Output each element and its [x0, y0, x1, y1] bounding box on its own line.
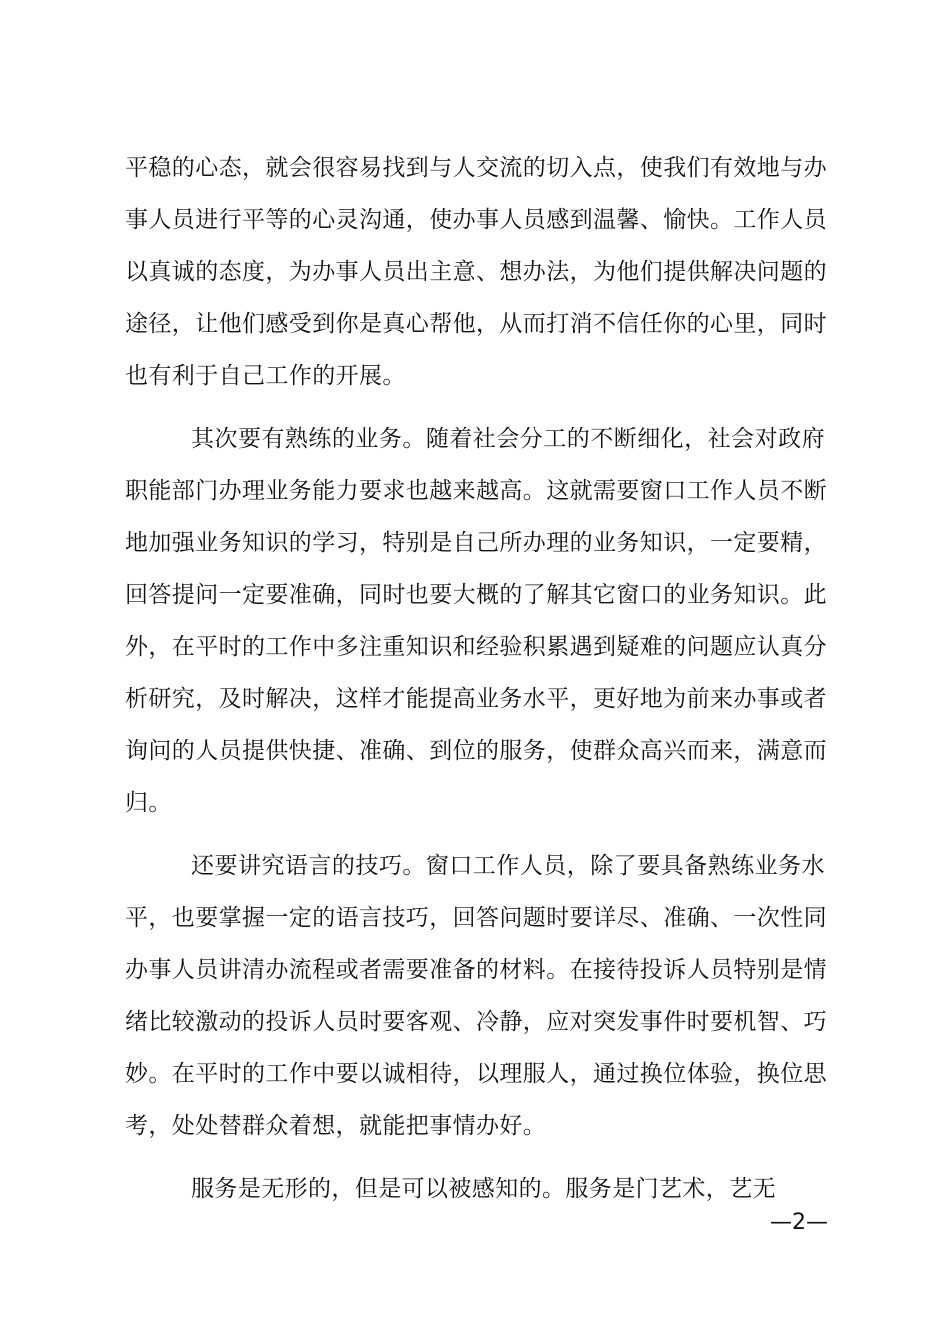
- text-line: 服务是无形的，但是可以被感知的。服务是门艺术，艺无: [191, 1176, 776, 1202]
- text-line: 事人员进行平等的心灵沟通，使办事人员感到温馨、愉快。工作人员: [125, 207, 827, 233]
- page-number: —2—: [770, 1210, 828, 1235]
- paragraph: [125, 142, 825, 402]
- text-line: 平，也要掌握一定的语言技巧，回答问题时要详尽、准确、一次性同: [125, 905, 827, 931]
- text-line: 以真诚的态度，为办事人员出主意、想办法，为他们提供解决问题的: [125, 259, 827, 285]
- paragraph: [125, 413, 825, 829]
- text-line: 归。: [125, 790, 172, 816]
- text-line: 外，在平时的工作中多注重知识和经验积累遇到疑难的问题应认真分: [125, 634, 827, 660]
- text-line: 途径，让他们感受到你是真心帮他，从而打消不信任你的心里，同时: [125, 311, 827, 337]
- text-line: 职能部门办理业务能力要求也越来越高。这就需要窗口工作人员不断: [125, 478, 827, 504]
- text-line: 绪比较激动的投诉人员时要客观、冷静，应对突发事件时要机智、巧: [125, 1009, 827, 1035]
- text-line: 妙。在平时的工作中要以诚相待，以理服人，通过换位体验，换位思: [125, 1061, 827, 1087]
- paragraph: [125, 840, 825, 1152]
- text-line: 也有利于自己工作的开展。: [125, 363, 406, 389]
- text-line: 平稳的心态，就会很容易找到与人交流的切入点，使我们有效地与办: [125, 155, 827, 181]
- text-line: 回答提问一定要准确，同时也要大概的了解其它窗口的业务知识。此: [125, 582, 827, 608]
- text-line: 析研究，及时解决，这样才能提高业务水平，更好地为前来办事或者: [125, 686, 827, 712]
- text-line: 地加强业务知识的学习，特别是自己所办理的业务知识，一定要精，: [125, 530, 827, 556]
- text-line: 其次要有熟练的业务。随着社会分工的不断细化，社会对政府: [191, 426, 825, 452]
- text-line: 办事人员讲清办流程或者需要准备的材料。在接待投诉人员特别是情: [125, 957, 827, 983]
- text-line: 考，处处替群众着想，就能把事情办好。: [125, 1113, 547, 1139]
- paragraph: [125, 1163, 825, 1215]
- text-line: 还要讲究语言的技巧。窗口工作人员，除了要具备熟练业务水: [191, 853, 825, 879]
- text-line: 询问的人员提供快捷、准确、到位的服务，使群众高兴而来，满意而: [125, 738, 827, 764]
- body-text: [125, 142, 825, 1215]
